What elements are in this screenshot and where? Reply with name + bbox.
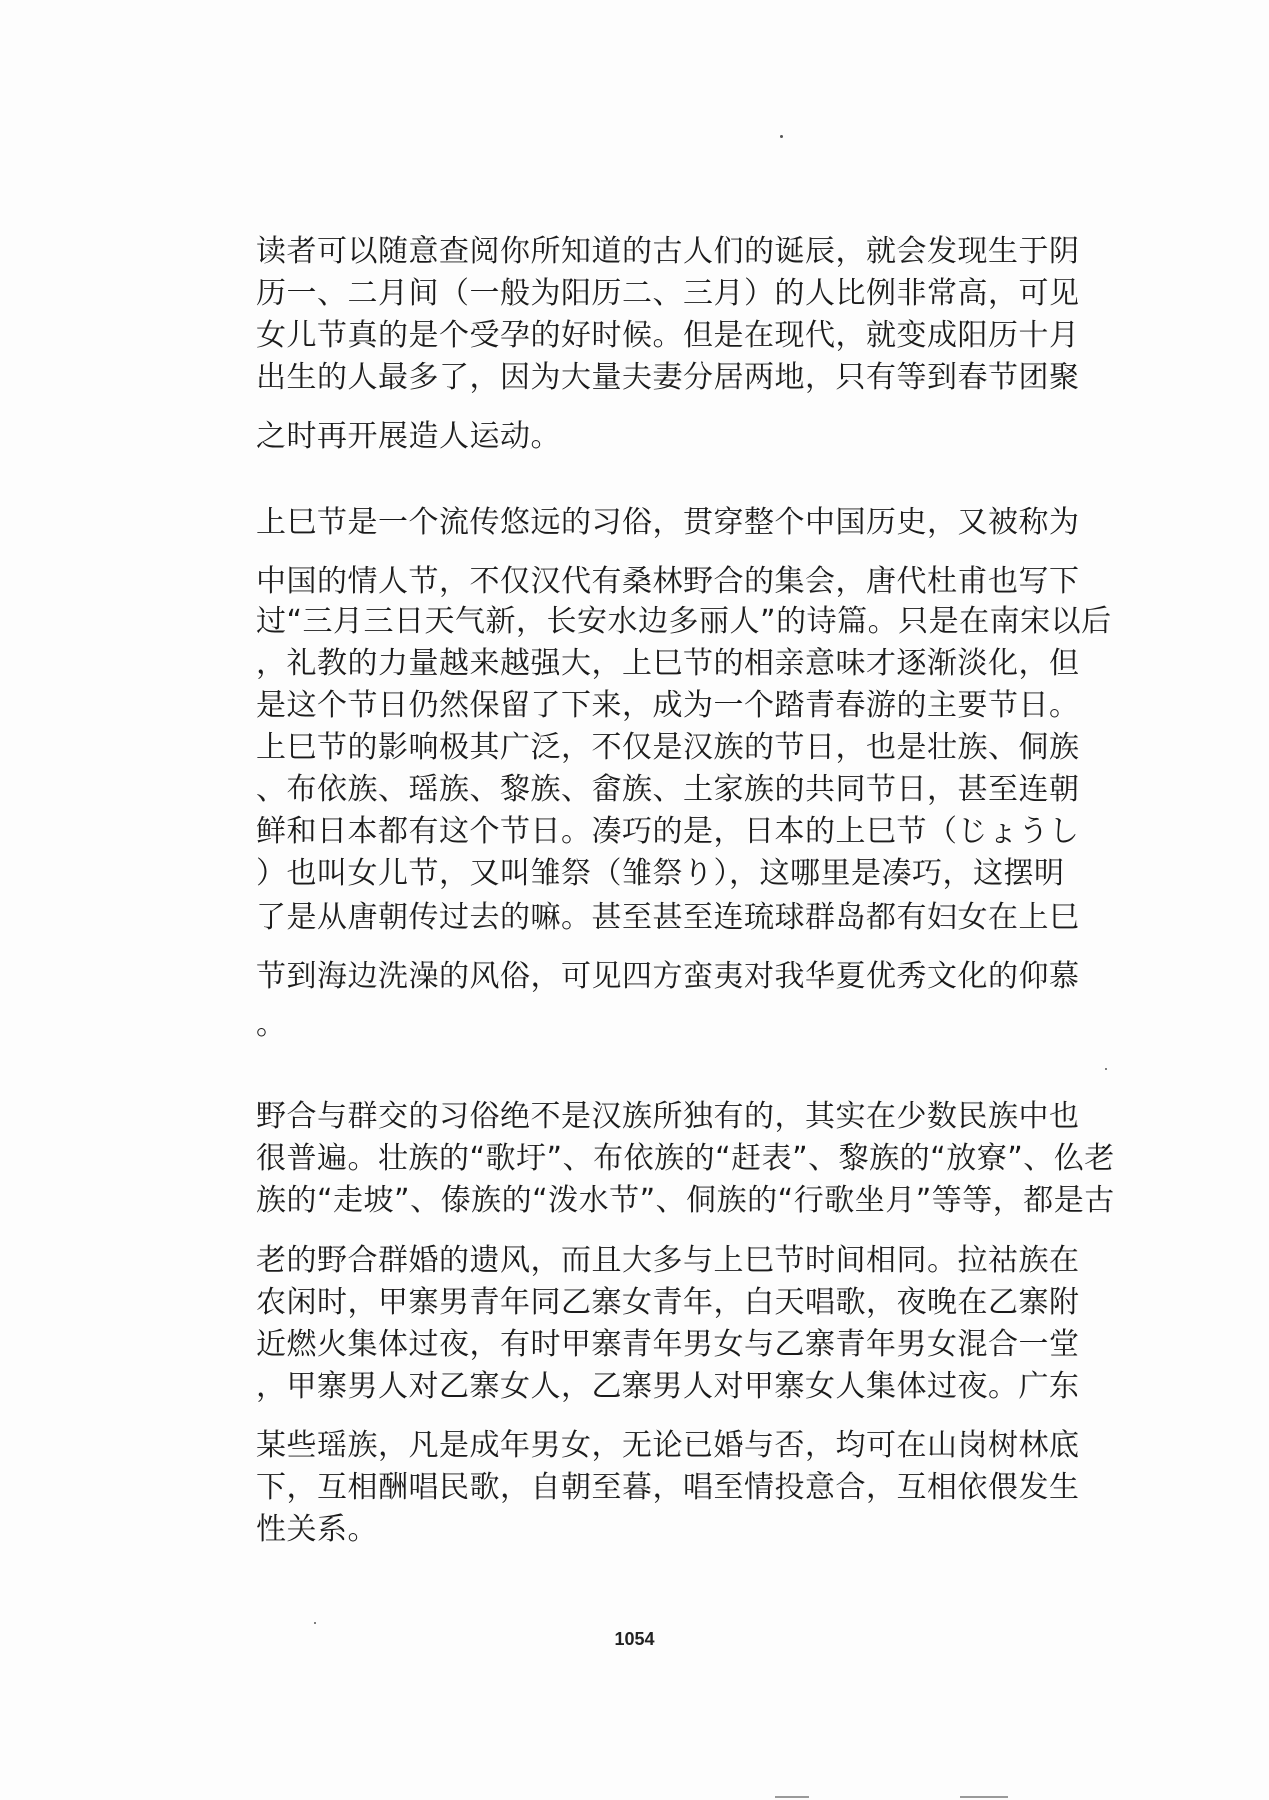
scan-edge-mark [775,1796,809,1798]
text-line: 了是从唐朝传过去的嘛。甚至甚至连琉球群岛都有妇女在上巳 [256,900,1080,935]
page-number: 1054 [614,1629,655,1649]
text-line: 某些瑶族，凡是成年男女，无论已婚与否，均可在山岗树林底 [256,1428,1080,1463]
text-line: 下，互相酬唱民歌，自朝至暮，唱至情投意合，互相依偎发生 [256,1470,1080,1505]
text-line: 性关系。 [256,1512,378,1547]
text-line: 。 [256,1007,287,1042]
text-line: 、布依族、瑶族、黎族、畲族、土家族的共同节日，甚至连朝 [256,772,1080,807]
text-line: 之时再开展造人运动。 [256,419,561,454]
text-line: 老的野合群婚的遗风，而且大多与上巳节时间相同。拉祜族在 [256,1243,1080,1278]
text-line: 野合与群交的习俗绝不是汉族所独有的，其实在少数民族中也 [256,1099,1080,1134]
text-line: 很普遍。壮族的“歌圩”、布依族的“赶表”、黎族的“放寮”、仫老 [256,1141,1115,1176]
text-line: 上巳节是一个流传悠远的习俗，贯穿整个中国历史，又被称为 [256,505,1080,540]
scan-speck [314,1622,316,1624]
scan-speck [780,135,783,138]
text-line: 农闲时，甲寨男青年同乙寨女青年，白天唱歌，夜晚在乙寨附 [256,1285,1080,1320]
text-line: 过“三月三日天气新，长安水边多丽人”的诗篇。只是在南宋以后 [256,604,1112,639]
text-line: 中国的情人节，不仅汉代有桑林野合的集会，唐代杜甫也写下 [256,564,1080,599]
text-line: 族的“走坡”、傣族的“泼水节”、侗族的“行歌坐月”等等，都是古 [256,1183,1115,1218]
text-line: ）也叫女儿节，又叫雏祭（雏祭り），这哪里是凑巧，这摆明 [256,856,1065,891]
text-line: 近燃火集体过夜，有时甲寨青年男女与乙寨青年男女混合一堂 [256,1327,1080,1362]
text-line: 历一、二月间（一般为阳历二、三月）的人比例非常高，可见 [256,276,1080,311]
text-line: 是这个节日仍然保留了下来，成为一个踏青春游的主要节日。 [256,688,1080,723]
text-line: 女儿节真的是个受孕的好时候。但是在现代，就变成阳历十月 [256,318,1080,353]
text-line: ，甲寨男人对乙寨女人，乙寨男人对甲寨女人集体过夜。广东 [256,1369,1080,1404]
text-line: 鲜和日本都有这个节日。凑巧的是，日本的上巳节（じょうし [256,814,1080,849]
text-line: 出生的人最多了，因为大量夫妻分居两地，只有等到春节团聚 [256,360,1080,395]
text-line: 上巳节的影响极其广泛，不仅是汉族的节日，也是壮族、侗族 [256,730,1080,765]
text-line: ，礼教的力量越来越强大，上巳节的相亲意味才逐渐淡化，但 [256,646,1080,681]
text-line: 读者可以随意查阅你所知道的古人们的诞辰，就会发现生于阴 [256,234,1080,269]
scan-edge-mark [960,1796,1008,1798]
text-line: 节到海边洗澡的风俗，可见四方蛮夷对我华夏优秀文化的仰慕 [256,959,1080,994]
scan-speck [1105,1068,1107,1070]
